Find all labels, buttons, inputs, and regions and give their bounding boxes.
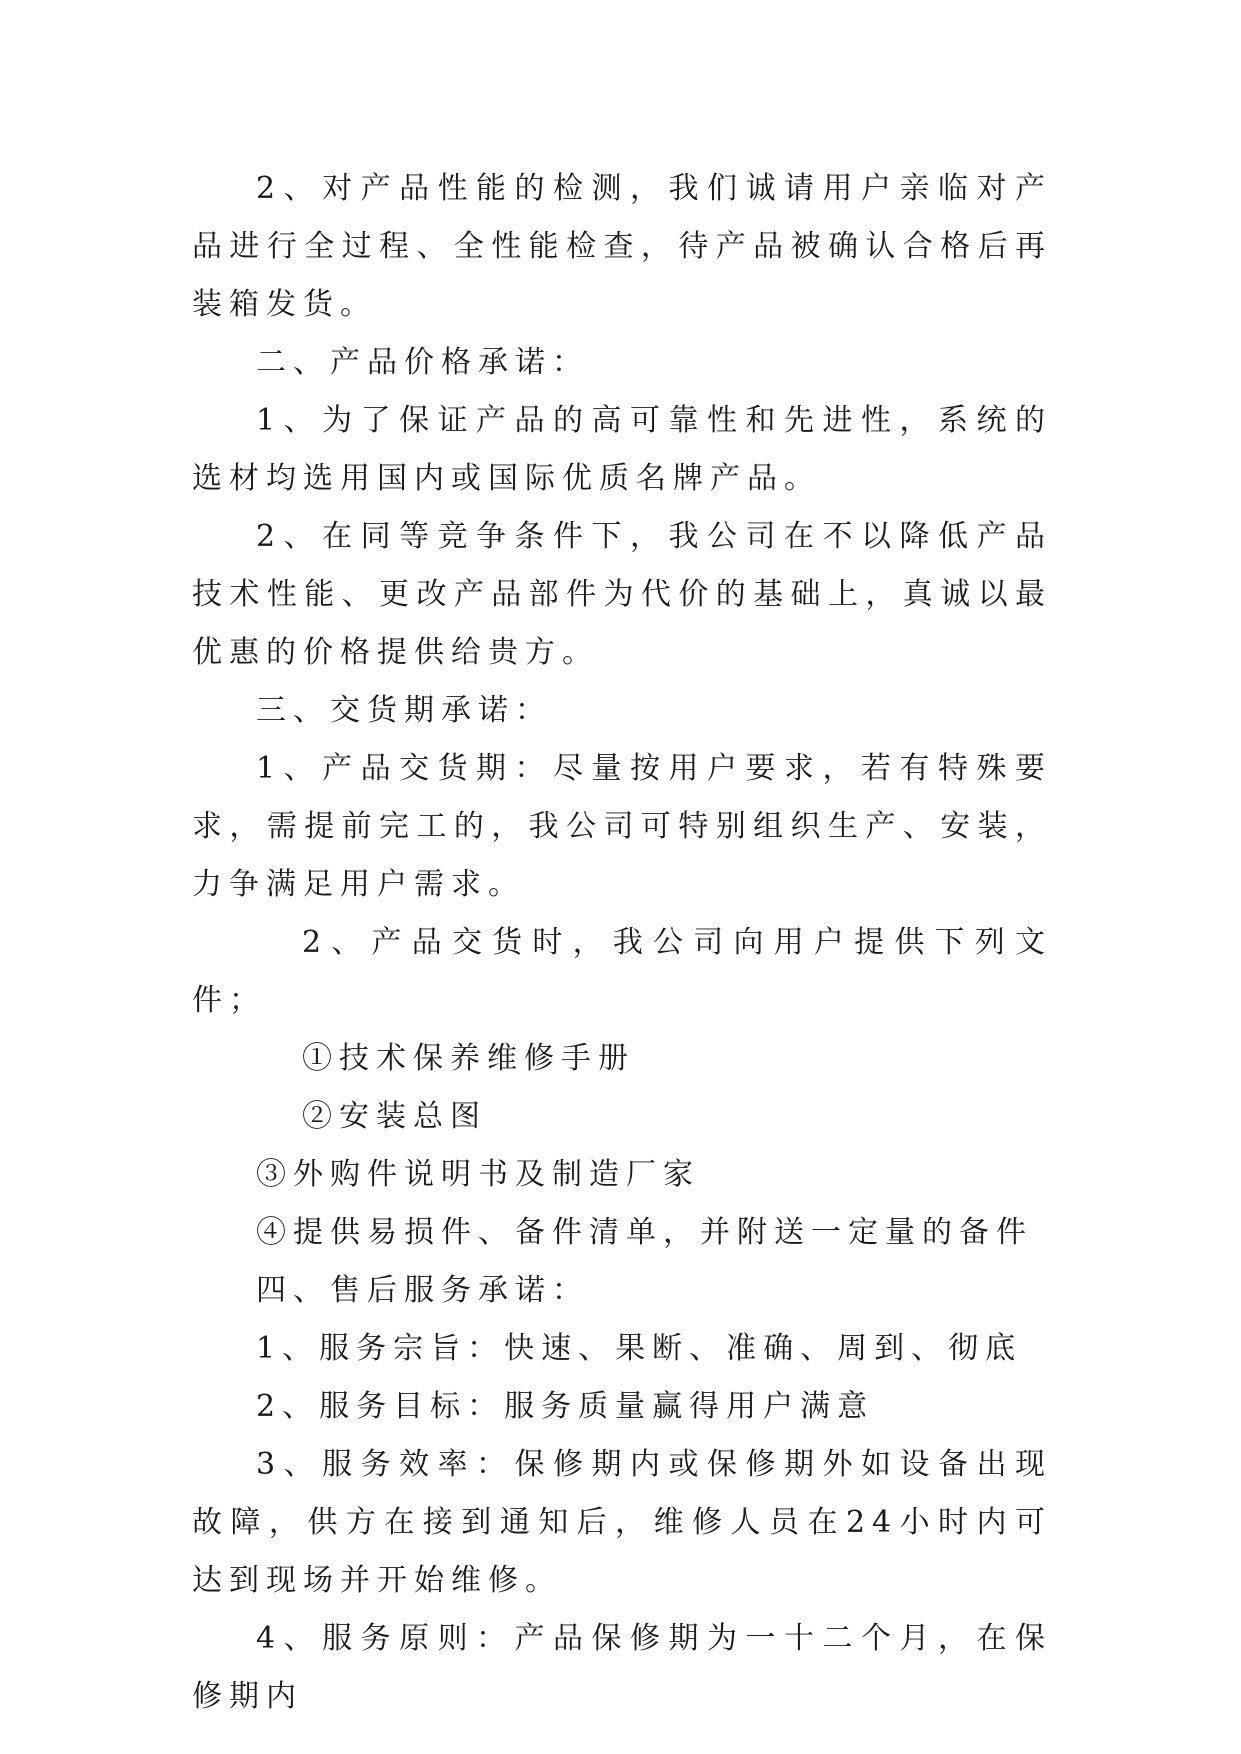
document-body xyxy=(192,160,1052,1726)
paragraph-inspection: 2、对产品性能的检测，我们诚请用户亲临对产品进行全过程、全性能检查，待产品被确认合格后再装箱发货。 xyxy=(192,171,1052,322)
paragraph-materials: 1、为了保证产品的高可靠性和先进性，系统的选材均选用国内或国际优质名牌产品。 xyxy=(192,403,1052,496)
paragraph-delivery-documents: 2、产品交货时，我公司向用户提供下列文件； xyxy=(192,925,1052,1018)
heading-price-commitment: 二、产品价格承诺： xyxy=(256,345,589,380)
list-item-installation-drawing: ②安装总图 xyxy=(302,1099,487,1134)
paragraph-service-goal: 2、服务目标：服务质量赢得用户满意 xyxy=(256,1389,875,1424)
paragraph-service-efficiency: 3、服务效率：保修期内或保修期外如设备出现故障，供方在接到通知后，维修人员在24小时内可达到现场并开始维修。 xyxy=(192,1447,1052,1598)
list-item-spare-parts: ④提供易损件、备件清单，并附送一定量的备件 xyxy=(256,1215,1033,1250)
heading-delivery-commitment: 三、交货期承诺： xyxy=(256,693,552,728)
heading-after-sales: 四、售后服务承诺： xyxy=(256,1273,589,1308)
paragraph-delivery-period: 1、产品交货期：尽量按用户要求，若有特殊要求，需提前完工的，我公司可特别组织生产、安装，力争满足用户需求。 xyxy=(192,751,1052,902)
paragraph-service-tenet: 1、服务宗旨：快速、果断、准确、周到、彻底 xyxy=(256,1331,1023,1366)
list-item-maintenance-manual: ①技术保养维修手册 xyxy=(302,1041,635,1076)
paragraph-service-principle: 4、服务原则：产品保修期为一十二个月，在保修期内 xyxy=(192,1621,1052,1714)
list-item-purchased-parts: ③外购件说明书及制造厂家 xyxy=(256,1157,700,1192)
paragraph-pricing: 2、在同等竞争条件下，我公司在不以降低产品技术性能、更改产品部件为代价的基础上，真诚以最优惠的价格提供给贵方。 xyxy=(192,519,1052,670)
